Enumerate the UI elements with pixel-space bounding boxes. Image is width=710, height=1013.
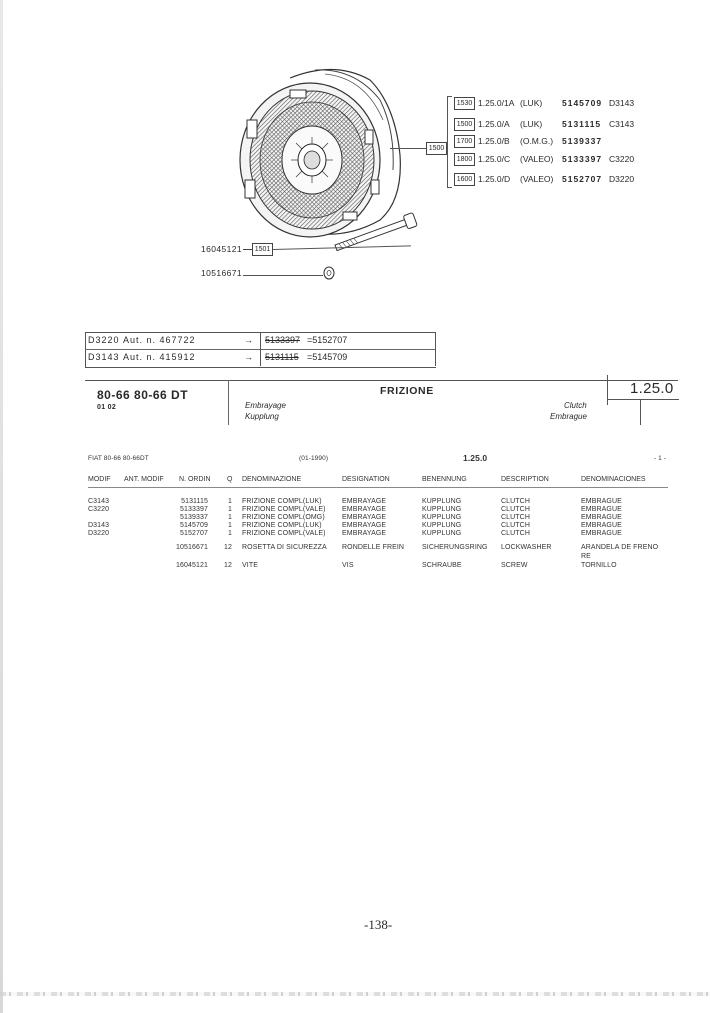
mod-new-part: =5152707 xyxy=(307,335,348,345)
row-german: SCHRAUBE xyxy=(422,562,462,569)
variant-mod: C3220 xyxy=(609,154,635,164)
row-english: CLUTCH xyxy=(501,506,530,513)
mod-arrow: → xyxy=(244,335,254,345)
screw-callout-ref: 1501 xyxy=(252,243,273,256)
row-qty: 1 xyxy=(228,530,232,537)
row-english: SCREW xyxy=(501,562,528,569)
row-spanish: EMBRAGUE xyxy=(581,498,622,505)
variant-mod: D3143 xyxy=(609,98,635,108)
variant-row xyxy=(452,172,652,186)
listing-page-marker: - 1 - xyxy=(654,455,667,462)
row-french: EMBRAYAGE xyxy=(342,522,387,529)
row-german: SICHERUNGSRING xyxy=(422,544,488,551)
col-header-rule xyxy=(88,487,668,488)
header-rule xyxy=(85,380,678,381)
row-english: CLUTCH xyxy=(501,530,530,537)
row-spanish: EMBRAGUE xyxy=(581,530,622,537)
scan-artifact xyxy=(0,992,710,996)
variant-row xyxy=(452,134,652,148)
header-divider-right xyxy=(607,375,608,405)
title-spanish: Embrague xyxy=(550,412,587,421)
variant-box: 1700 xyxy=(454,135,475,148)
variant-make: (VALEO) xyxy=(520,154,554,164)
mod-old-part: 5133397 xyxy=(265,335,301,345)
row-german: KUPPLUNG xyxy=(422,514,462,521)
variant-mod: C3143 xyxy=(609,119,635,129)
row-french: EMBRAYAGE xyxy=(342,514,387,521)
variant-box: 1530 xyxy=(454,97,475,110)
row-part-number: 5152707 xyxy=(180,530,208,537)
washer-callout-part: 10516671 xyxy=(201,268,243,278)
variant-make: (VALEO) xyxy=(520,174,554,184)
scan-edge xyxy=(0,0,3,1013)
model-subcodes: 01 02 xyxy=(97,404,117,411)
mod-auth: Aut. n. 415912 xyxy=(123,352,196,362)
row-italian: FRIZIONE COMPL(LUK) xyxy=(242,522,322,529)
mod-code: D3143 xyxy=(88,352,120,362)
row-italian: FRIZIONE COMPL(VALE) xyxy=(242,530,326,537)
col-header-ant-modif: ANT. MODIF xyxy=(124,476,164,483)
variant-part: 5131115 xyxy=(562,119,602,129)
variant-box: 1500 xyxy=(454,118,475,131)
row-spanish: EMBRAGUE xyxy=(581,506,622,513)
modification-table xyxy=(85,332,435,366)
variant-part: 5139337 xyxy=(562,136,603,146)
row-modif: D3220 xyxy=(88,530,110,537)
row-italian: FRIZIONE COMPL(OMG) xyxy=(242,514,325,521)
variant-mod: D3220 xyxy=(609,174,635,184)
model-title: 80-66 80-66 DT xyxy=(97,388,189,402)
header-tick xyxy=(640,400,641,425)
row-english: CLUTCH xyxy=(501,522,530,529)
mod-auth: Aut. n. 467722 xyxy=(123,335,196,345)
row-spanish: EMBRAGUE xyxy=(581,522,622,529)
page-number: -138- xyxy=(364,917,393,932)
variant-row xyxy=(452,152,652,166)
listing-date: (01-1990) xyxy=(299,455,329,462)
row-spanish: TORNILLO xyxy=(581,562,617,569)
clutch-assembly-illustration xyxy=(195,60,435,350)
washer-leader xyxy=(243,275,323,276)
row-german: KUPPLUNG xyxy=(422,530,462,537)
variant-box: 1800 xyxy=(454,153,475,166)
row-qty: 1 xyxy=(228,498,232,505)
variant-row xyxy=(452,117,652,131)
col-header-italian: DENOMINAZIONE xyxy=(242,476,302,483)
row-qty: 12 xyxy=(224,544,232,551)
variant-code: 1.25.0/A xyxy=(478,119,510,129)
row-french: EMBRAYAGE xyxy=(342,498,387,505)
title-french: Embrayage xyxy=(245,401,286,410)
title-english: Clutch xyxy=(564,401,587,410)
row-italian: FRIZIONE COMPL(LUK) xyxy=(242,498,322,505)
assembly-leader xyxy=(390,148,426,149)
row-spanish-cont: RE xyxy=(581,553,591,560)
row-english: CLUTCH xyxy=(501,514,530,521)
header-rule-right xyxy=(607,399,679,400)
row-part-number: 5133397 xyxy=(180,506,208,513)
section-number: 1.25.0 xyxy=(630,380,674,397)
row-spanish: EMBRAGUE xyxy=(581,514,622,521)
row-french: VIS xyxy=(342,562,354,569)
screw-callout-dash xyxy=(243,249,252,250)
col-header-french: DESIGNATION xyxy=(342,476,390,483)
col-header-modif: MODIF xyxy=(88,476,111,483)
mod-old-part: 5131115 xyxy=(265,352,299,362)
row-qty: 12 xyxy=(224,562,232,569)
variant-row xyxy=(452,96,652,110)
row-modif: C3143 xyxy=(88,498,110,505)
row-qty: 1 xyxy=(228,514,232,521)
row-part-number: 16045121 xyxy=(176,562,208,569)
col-header-qty: Q xyxy=(227,476,233,483)
variant-box: 1600 xyxy=(454,173,475,186)
row-french: EMBRAYAGE xyxy=(342,530,387,537)
row-part-number: 10516671 xyxy=(176,544,208,551)
row-french: EMBRAYAGE xyxy=(342,506,387,513)
variant-code: 1.25.0/B xyxy=(478,136,510,146)
variant-make: (LUK) xyxy=(520,98,543,108)
row-modif: C3220 xyxy=(88,506,110,513)
variant-make: (LUK) xyxy=(520,119,543,129)
title-german: Kupplung xyxy=(245,412,279,421)
row-english: LOCKWASHER xyxy=(501,544,552,551)
header-divider-left xyxy=(228,380,229,425)
variant-code: 1.25.0/1A xyxy=(478,98,515,108)
col-header-english: DESCRIPTION xyxy=(501,476,549,483)
row-german: KUPPLUNG xyxy=(422,522,462,529)
modification-row xyxy=(85,349,435,365)
row-part-number: 5139337 xyxy=(180,514,208,521)
row-qty: 1 xyxy=(228,522,232,529)
row-french: RONDELLE FREIN xyxy=(342,544,405,551)
col-header-part-number: N. ORDIN xyxy=(179,476,211,483)
mod-arrow: → xyxy=(244,352,254,362)
mod-code: D3220 xyxy=(88,335,120,345)
row-italian: ROSETTA DI SICUREZZA xyxy=(242,544,327,551)
row-part-number: 5145709 xyxy=(180,522,208,529)
listing-model: FIAT 80-66 80-66DT xyxy=(88,455,149,462)
row-italian: VITE xyxy=(242,562,258,569)
row-spanish: ARANDELA DE FRENO xyxy=(581,544,659,551)
modtable-right-edge xyxy=(435,332,436,366)
variant-code: 1.25.0/C xyxy=(478,154,511,164)
col-header-german: BENENNUNG xyxy=(422,476,467,483)
col-header-spanish: DENOMINACIONES xyxy=(581,476,646,483)
variant-make: (O.M.G.) xyxy=(520,136,554,146)
variant-code: 1.25.0/D xyxy=(478,174,511,184)
row-german: KUPPLUNG xyxy=(422,506,462,513)
row-qty: 1 xyxy=(228,506,232,513)
screw-callout-part: 16045121 xyxy=(201,244,243,254)
variant-part: 5145709 xyxy=(562,98,603,108)
mod-new-part: =5145709 xyxy=(307,352,348,362)
variant-part: 5152707 xyxy=(562,174,603,184)
variant-part: 5133397 xyxy=(562,154,603,164)
modification-row xyxy=(85,332,435,348)
row-italian: FRIZIONE COMPL(VALE) xyxy=(242,506,326,513)
row-modif: D3143 xyxy=(88,522,110,529)
row-part-number: 5131115 xyxy=(181,498,208,505)
row-english: CLUTCH xyxy=(501,498,530,505)
group-ref-box: 1500 xyxy=(426,142,447,155)
listing-section: 1.25.0 xyxy=(463,453,488,463)
row-german: KUPPLUNG xyxy=(422,498,462,505)
section-title: FRIZIONE xyxy=(380,385,434,397)
